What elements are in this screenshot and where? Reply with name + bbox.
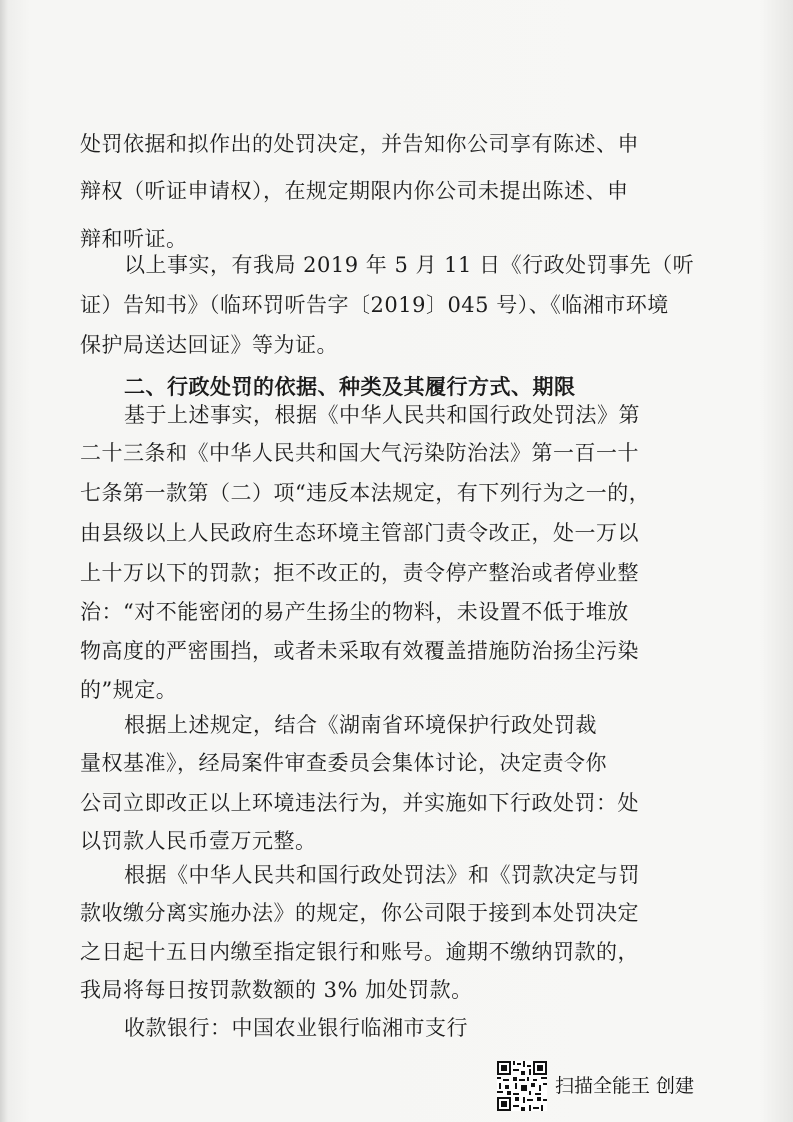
text-line: 以罚款人民币壹万元整。 (80, 829, 317, 853)
text-line: 七条第一款第（二）项“违反本法规定，有下列行为之一的， (80, 481, 651, 505)
text-line: 证）告知书》（临环罚听告字〔2019〕045 号）、《临湘市环境 (80, 293, 669, 317)
text-line: 款收缴分离实施办法》的规定，你公司限于接到本处罚决定 (80, 901, 639, 925)
qr-code-icon (497, 1061, 547, 1111)
text-line: 我局将每日按罚款数额的 3% 加处罚款。 (80, 978, 473, 1002)
text-line: 保护局送达回证》等为证。 (80, 333, 338, 357)
text-line: 根据《中华人民共和国行政处罚法》和《罚款决定与罚 (124, 863, 640, 887)
text-line: 公司立即改正以上环境违法行为，并实施如下行政处罚：处 (80, 791, 639, 815)
section-heading: 二、行政处罚的依据、种类及其履行方式、期限 (124, 375, 576, 399)
text-line: 由县级以上人民政府生态环境主管部门责令改正，处一万以 (80, 521, 639, 545)
text-line: 二十三条和《中华人民共和国大气污染防治法》第一百一十 (80, 441, 639, 465)
scanner-watermark (497, 1061, 777, 1113)
text-line: 以上事实，有我局 2019 年 5 月 11 日《行政处罚事先（听 (124, 253, 695, 277)
text-line: 之日起十五日内缴至指定银行和账号。逾期不缴纳罚款的， (80, 940, 639, 964)
text-line: 上十万以下的罚款；拒不改正的，责令停产整治或者停业整 (80, 561, 639, 585)
text-line: 量权基准》，经局案件审查委员会集体讨论，决定责令你 (80, 751, 607, 775)
text-line: 的”规定。 (80, 678, 178, 702)
scanner-label: 扫描全能王 创建 (555, 1075, 695, 1097)
text-line: 根据上述规定，结合《湖南省环境保护行政处罚裁 (124, 713, 597, 737)
text-line: 基于上述事实，根据《中华人民共和国行政处罚法》第 (124, 403, 640, 427)
text-line: 收款银行：中国农业银行临湘市支行 (124, 1016, 468, 1040)
text-line: 辩和听证。 (80, 227, 188, 251)
text-line: 辩权（听证申请权），在规定期限内你公司未提出陈述、申 (80, 179, 629, 203)
text-line: 处罚依据和拟作出的处罚决定，并告知你公司享有陈述、申 (80, 132, 639, 156)
page-edge-shadow (0, 0, 8, 1122)
text-line: 物高度的严密围挡，或者未采取有效覆盖措施防治扬尘污染 (80, 639, 639, 663)
text-line: 治：“对不能密闭的易产生扬尘的物料，未设置不低于堆放 (80, 600, 629, 624)
